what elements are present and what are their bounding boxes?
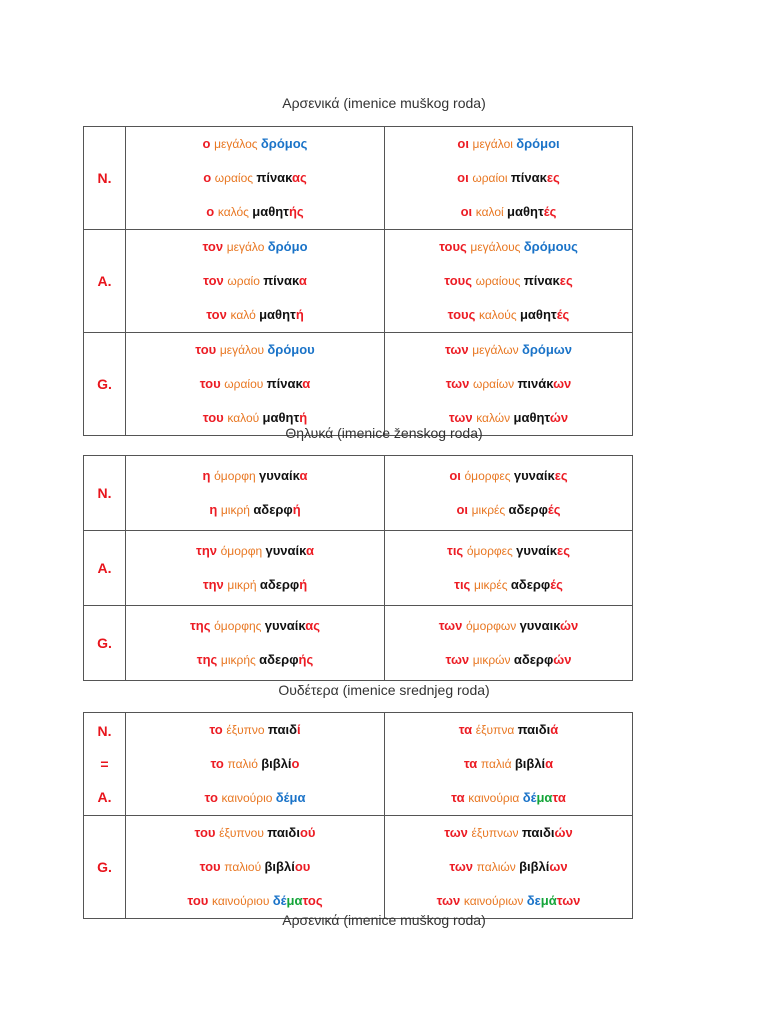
form-line — [385, 230, 632, 264]
singular-cell — [126, 606, 385, 681]
word-segment: ας — [292, 170, 307, 185]
word-segment: γυναίκ — [516, 543, 558, 558]
word-segment: α — [298, 273, 307, 288]
word-segment: ωραίος — [214, 171, 257, 185]
word-segment: ή — [292, 502, 301, 517]
word-segment: αδερφ — [259, 652, 299, 667]
word-segment: παιδι — [521, 825, 555, 840]
table-masculine — [83, 126, 633, 436]
case-label-cell — [84, 230, 126, 333]
form-line — [126, 643, 384, 677]
word-segment: έξυπνα — [475, 723, 518, 737]
word-segment: γυναίκ — [265, 543, 306, 558]
word-segment: μικρές — [471, 503, 509, 517]
word-segment: παλιού — [224, 860, 265, 874]
word-segment: τις — [447, 543, 467, 558]
word-segment: μεγάλων — [472, 343, 522, 357]
word-segment: μα — [286, 893, 303, 908]
word-segment: τα — [463, 756, 481, 771]
word-segment: πίνακ — [523, 273, 560, 288]
word-segment: των — [448, 410, 477, 425]
word-segment: μαθητ — [262, 410, 300, 425]
table-row — [84, 127, 633, 230]
form-line — [126, 127, 384, 161]
singular-cell — [126, 816, 385, 919]
word-segment: μικρής — [220, 653, 260, 667]
word-segment: καλό — [230, 308, 260, 322]
word-segment: α — [299, 468, 308, 483]
word-segment: δρόμοι — [516, 136, 560, 151]
case-label: G. — [97, 376, 112, 392]
case-label: G. — [97, 635, 112, 651]
word-segment: ου — [294, 859, 311, 874]
word-segment: ων — [553, 376, 572, 391]
word-segment: οι — [457, 170, 473, 185]
form-line — [126, 850, 384, 884]
case-label: G. — [97, 859, 112, 875]
word-segment: έξυπνο — [226, 723, 268, 737]
form-line — [385, 816, 632, 850]
case-label: A. — [97, 273, 112, 289]
word-segment: ες — [546, 170, 560, 185]
form-line — [385, 127, 632, 161]
form-line — [126, 264, 384, 298]
word-segment: όμορφη — [220, 544, 266, 558]
heading-masculine: Αρσενικά (imenice muškog roda) — [282, 95, 486, 111]
word-segment: καινούρια — [468, 791, 523, 805]
word-segment: καλοί — [475, 205, 508, 219]
case-label: N. — [97, 170, 112, 186]
word-segment: τος — [302, 893, 323, 908]
form-line — [126, 298, 384, 332]
word-segment: ών — [553, 652, 572, 667]
word-segment: του — [199, 859, 225, 874]
singular-cell — [126, 230, 385, 333]
word-segment: μικρή — [227, 578, 260, 592]
word-segment: μαθητ — [252, 204, 289, 219]
word-segment: α — [545, 756, 554, 771]
word-segment: ο — [203, 170, 215, 185]
word-segment: ά — [550, 722, 559, 737]
form-line — [385, 609, 632, 643]
word-segment: των — [445, 376, 473, 391]
singular-cell — [126, 531, 385, 606]
singular-cell — [126, 713, 385, 816]
form-line — [126, 713, 384, 747]
form-line — [126, 161, 384, 195]
word-segment: των — [436, 893, 464, 908]
word-segment: βιβλί — [264, 859, 295, 874]
word-segment: του — [202, 410, 228, 425]
word-segment: γυναίκ — [264, 618, 306, 633]
table-row — [84, 606, 633, 681]
word-segment: μαθητ — [513, 410, 550, 425]
word-segment: ες — [554, 468, 568, 483]
form-line — [385, 161, 632, 195]
form-line — [385, 568, 632, 602]
word-segment: έξυπνων — [471, 826, 522, 840]
word-segment: ή — [295, 307, 304, 322]
case-label: = — [100, 755, 109, 772]
form-line — [385, 459, 632, 493]
word-segment: έξυπνου — [219, 826, 268, 840]
word-segment: της — [189, 618, 215, 633]
word-segment: δέ — [522, 790, 537, 805]
case-label: N. — [97, 722, 112, 739]
singular-cell — [126, 127, 385, 230]
word-segment: όμορφες — [466, 544, 517, 558]
word-segment: παλιό — [227, 757, 262, 771]
word-segment: α — [302, 376, 311, 391]
word-segment: ωραίους — [475, 274, 524, 288]
word-segment: αδερφ — [510, 577, 551, 592]
case-label: A. — [97, 560, 112, 576]
word-segment: οι — [449, 468, 465, 483]
word-segment: τις — [454, 577, 474, 592]
form-line — [126, 816, 384, 850]
form-line — [385, 367, 632, 401]
form-line — [126, 333, 384, 367]
table-row — [84, 816, 633, 919]
word-segment: ές — [556, 307, 570, 322]
form-line — [126, 534, 384, 568]
form-line — [385, 298, 632, 332]
singular-cell — [126, 333, 385, 436]
case-label-cell — [84, 456, 126, 531]
word-segment: ο — [291, 756, 300, 771]
word-segment: τον — [203, 273, 228, 288]
word-segment: η — [202, 468, 215, 483]
word-segment: μαθητ — [507, 204, 544, 219]
case-label-cell — [84, 816, 126, 919]
word-segment: δρόμου — [267, 342, 315, 357]
table-row — [84, 333, 633, 436]
word-segment: αδερφ — [513, 652, 554, 667]
word-segment: ή — [299, 410, 308, 425]
word-segment: μαθητ — [519, 307, 557, 322]
word-segment: το — [204, 790, 222, 805]
word-segment: παλιά — [480, 757, 515, 771]
word-segment: καινούριων — [463, 894, 527, 908]
word-segment: μεγάλου — [219, 343, 268, 357]
form-line — [385, 850, 632, 884]
word-segment: όμορφες — [464, 469, 514, 483]
table-row — [84, 713, 633, 816]
word-segment: του — [195, 342, 220, 357]
word-segment: ο — [202, 136, 215, 151]
word-segment: ές — [543, 204, 557, 219]
plural-cell — [385, 230, 633, 333]
word-segment: μεγάλους — [470, 240, 524, 254]
word-segment: ωραίου — [224, 377, 267, 391]
word-segment: τα — [451, 790, 469, 805]
word-segment: του — [194, 825, 220, 840]
word-segment: μικρές — [473, 578, 511, 592]
word-segment: πίνακ — [510, 170, 547, 185]
form-line — [126, 459, 384, 493]
form-line — [126, 493, 384, 527]
form-line — [385, 493, 632, 527]
word-segment: πίνακ — [256, 170, 292, 185]
word-segment: καλούς — [479, 308, 520, 322]
word-segment: όμορφης — [214, 619, 265, 633]
word-segment: ού — [299, 825, 316, 840]
form-line — [126, 195, 384, 229]
word-segment: ή — [299, 577, 308, 592]
word-segment: δε — [526, 893, 541, 908]
word-segment: όμορφη — [214, 469, 259, 483]
word-segment: τον — [206, 307, 231, 322]
word-segment: ωραίων — [472, 377, 518, 391]
word-segment: τους — [447, 307, 479, 322]
plural-cell — [385, 816, 633, 919]
word-segment: η — [209, 502, 221, 517]
word-segment: ές — [547, 502, 561, 517]
word-segment: δέ — [272, 893, 287, 908]
word-segment: καλών — [476, 411, 514, 425]
word-segment: των — [449, 859, 477, 874]
word-segment: όμορφων — [466, 619, 520, 633]
word-segment: ής — [288, 204, 304, 219]
word-segment: πίνακ — [266, 376, 303, 391]
case-label-cell — [84, 531, 126, 606]
word-segment: μά — [540, 893, 557, 908]
word-segment: αδερφ — [259, 577, 300, 592]
word-segment: βιβλί — [514, 756, 546, 771]
word-segment: μα — [536, 790, 553, 805]
table-row — [84, 531, 633, 606]
word-segment: δρόμο — [267, 239, 308, 254]
plural-cell — [385, 713, 633, 816]
word-segment: την — [196, 543, 221, 558]
word-segment: καλού — [227, 411, 263, 425]
word-segment: των — [556, 893, 581, 908]
word-segment: το — [209, 722, 227, 737]
word-segment: μικρών — [472, 653, 514, 667]
word-segment: της — [196, 652, 221, 667]
word-segment: μεγάλοι — [472, 137, 517, 151]
table-neuter — [83, 712, 633, 919]
word-segment: των — [444, 342, 473, 357]
word-segment: την — [202, 577, 228, 592]
case-label-cell — [84, 333, 126, 436]
word-segment: δρόμων — [521, 342, 573, 357]
word-segment: βιβλί — [519, 859, 550, 874]
word-segment: ής — [298, 652, 314, 667]
word-segment: καινούριου — [211, 894, 273, 908]
word-segment: τους — [439, 239, 471, 254]
heading-masculine-repeat: Αρσενικά (imenice muškog roda) — [282, 912, 486, 928]
heading-neuter: Ουδέτερα (imenice srednjeg roda) — [278, 682, 490, 698]
form-line — [126, 367, 384, 401]
word-segment: παιδ — [267, 722, 298, 737]
table-row — [84, 456, 633, 531]
word-segment: γυναίκ — [513, 468, 555, 483]
word-segment: παιδι — [267, 825, 300, 840]
word-segment: ωραίοι — [472, 171, 511, 185]
word-segment: των — [444, 825, 472, 840]
case-label-cell — [84, 606, 126, 681]
form-line — [126, 609, 384, 643]
plural-cell — [385, 606, 633, 681]
word-segment: αδερφ — [508, 502, 548, 517]
form-line — [126, 747, 384, 781]
word-segment: ες — [557, 543, 570, 558]
word-segment: τον — [202, 239, 227, 254]
form-line — [385, 747, 632, 781]
word-segment: α — [305, 543, 314, 558]
word-segment: μικρή — [220, 503, 254, 517]
plural-cell — [385, 127, 633, 230]
case-label: N. — [97, 485, 112, 501]
case-label-cell — [84, 127, 126, 230]
word-segment: ές — [550, 577, 563, 592]
word-segment: το — [210, 756, 228, 771]
form-line — [385, 264, 632, 298]
word-segment: ο — [206, 204, 218, 219]
table-row — [84, 230, 633, 333]
word-segment: ων — [549, 859, 568, 874]
case-label: A. — [97, 788, 112, 805]
word-segment: καινούριο — [221, 791, 276, 805]
word-segment: ας — [305, 618, 320, 633]
form-line — [126, 781, 384, 815]
case-label-cell — [84, 713, 126, 816]
table-feminine — [83, 455, 633, 681]
form-line — [385, 781, 632, 815]
word-segment: καλός — [217, 205, 253, 219]
word-segment: του — [187, 893, 212, 908]
word-segment: ών — [554, 825, 573, 840]
word-segment: πινάκ — [517, 376, 554, 391]
word-segment: οι — [460, 204, 476, 219]
plural-cell — [385, 333, 633, 436]
word-segment: ών — [549, 410, 569, 425]
word-segment: μεγάλος — [214, 137, 261, 151]
word-segment: των — [438, 618, 466, 633]
word-segment: δρόμος — [260, 136, 308, 151]
word-segment: τα — [458, 722, 476, 737]
form-line — [385, 713, 632, 747]
form-line — [385, 333, 632, 367]
word-segment: γυναικ — [519, 618, 561, 633]
word-segment: μαθητ — [259, 307, 296, 322]
form-line — [385, 195, 632, 229]
form-line — [126, 230, 384, 264]
word-segment: οι — [456, 502, 472, 517]
word-segment: πίνακ — [263, 273, 299, 288]
word-segment: ών — [560, 618, 579, 633]
word-segment: ες — [559, 273, 573, 288]
word-segment: δρόμους — [523, 239, 578, 254]
word-segment: μεγάλο — [226, 240, 268, 254]
word-segment: γυναίκ — [259, 468, 300, 483]
word-segment: δέμα — [275, 790, 306, 805]
form-line — [385, 534, 632, 568]
word-segment: τα — [552, 790, 566, 805]
word-segment: ί — [297, 722, 301, 737]
word-segment: ωραίο — [227, 274, 264, 288]
word-segment: τους — [444, 273, 476, 288]
plural-cell — [385, 531, 633, 606]
word-segment: του — [199, 376, 225, 391]
word-segment: παλιών — [476, 860, 520, 874]
form-line — [126, 568, 384, 602]
word-segment: αδερφ — [253, 502, 293, 517]
heading-feminine: Θηλυκά (imenice ženskog roda) — [285, 425, 483, 441]
word-segment: παιδι — [517, 722, 551, 737]
word-segment: των — [445, 652, 473, 667]
singular-cell — [126, 456, 385, 531]
word-segment: βιβλί — [261, 756, 292, 771]
form-line — [385, 643, 632, 677]
word-segment: οι — [457, 136, 473, 151]
plural-cell — [385, 456, 633, 531]
